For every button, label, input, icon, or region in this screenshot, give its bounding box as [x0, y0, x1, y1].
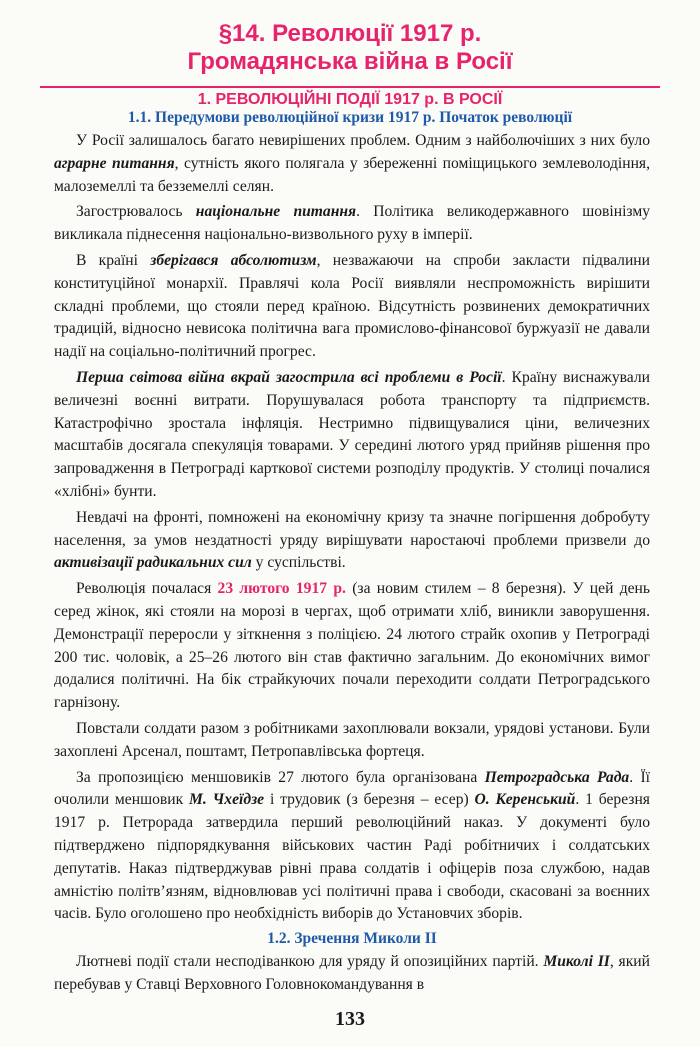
paragraph: Лютневі події стали несподіванкою для уряду й опозиційних партій. Миколі II, який перебував у Ставці Верховного Головнокомандування в — [54, 953, 650, 993]
emphasis: М. Чхеїдзе — [189, 791, 265, 809]
paragraph: Загострювалось національне питання. Політика великодержавного шовінізму викликала піднесення національно-визвольного руху в імперії. — [54, 203, 651, 244]
emphasis: Миколі II — [543, 953, 610, 971]
emphasis: О. Керенський — [474, 791, 576, 809]
body-text — [54, 130, 650, 1000]
highlighted-date: 23 лютого 1917 р. — [217, 580, 346, 598]
emphasis: зберігався абсолютизм — [150, 251, 317, 269]
paragraph: Революція почалася 23 лютого 1917 р. (за новим стилем – 8 березня). У цей день серед жінок, які стояли на морозі в чергах, щоб отримати хліб, виникли заворушення. Демонстрації переросли у зіткнення з поліцією. 24 лютого страйк охопив у Петрограді 200 тис. чоловік, а 25–26 лютого він став фактично загальним. До економічних вимог додалися політичні. На бік страйкуючих почали переходити солдати Петроградського гарнізону. — [54, 580, 651, 712]
paragraph: Невдачі на фронті, помножені на економічну кризу та значне погіршення добробуту населення, за умов нездатності уряду вирішувати наростаючі проблеми призвели до активізації радикальних сил у суспільстві. — [54, 508, 650, 572]
chapter-title-line-1: §14. Революції 1917 р. — [218, 20, 482, 47]
emphasis: активізації радикальних сил — [54, 554, 252, 572]
emphasis: Петроградська Рада — [484, 768, 630, 786]
emphasis: аграрне питання — [54, 154, 175, 172]
chapter-title — [0, 20, 700, 76]
emphasis: національне питання — [195, 203, 357, 221]
chapter-title-line-2: Громадянська війна в Росії — [187, 48, 513, 75]
page-number: 133 — [335, 1008, 365, 1030]
subsection-heading-1-1: 1.1. Передумови революційної кризи 1917 р. Початок революції — [127, 109, 573, 126]
paragraph: У Росії залишалось багато невирішених проблем. Одним з найболючіших з них було аграрне питання, сутність якого полягала у збереженні поміщицького землеволодіння, малоземеллі та безземеллі селян. — [54, 132, 650, 195]
section-heading: 1. РЕВОЛЮЦІЙНІ ПОДІЇ 1917 р. В РОСІЇ — [40, 86, 660, 110]
paragraph: Повстали солдати разом з робітниками захоплювали вокзали, урядові установи. Були захоплені Арсенал, поштамт, Петропавлівська фортеця. — [54, 719, 650, 760]
paragraph: За пропозицією меншовиків 27 лютого була організована Петроградська Рада. Її очолили меншовик М. Чхеїдзе і трудовик (з березня – есер) О. Керенський. 1 березня 1917 р. Петрорада затвердила перший революційний наказ. У документі було підтверджено підпорядкування військових частин Раді робітничих і солдатських депутатів. Наказ підтверджував рівні права солдатів і офіцерів поза службою, надав амністію політв’язням, відновлював усі політичні права і свободи, скасовані за воєнних часів. Було оголошено про необхідність виборів до Установчих зборів. — [54, 768, 650, 923]
subsection-heading-1-2: 1.2. Зречення Миколи II — [267, 930, 437, 948]
paragraph: В країні зберігався абсолютизм, незважаючи на спроби закласти підвалини конституційної монархії. Правлячі кола Росії виявляли неспроможність вирішити складні проблеми, що стояли перед країною. Відсутність розвинених демократичних традицій, відносно невисока політична вага промислово-фінансової буржуазії не давали надії на соціально-політичний прогрес. — [54, 251, 650, 361]
paragraph: Перша світова війна вкрай загострила всі проблеми в Росії. Країну виснажували величезні воєнні витрати. Порушувалася робота транспорту та підприємств. Катастрофічно зростала інфляція. Нестримно підвищувалися ціни, величезних масштабів досягала спекуляція товарами. У середині лютого уряд прийняв рішення про запровадження в Петрограді карткової системи розподілу продуктів. У столиці почалися «хлібні» бунти. — [54, 368, 650, 500]
emphasis: Перша світова війна вкрай загострила всі проблеми в Росії — [76, 368, 502, 386]
